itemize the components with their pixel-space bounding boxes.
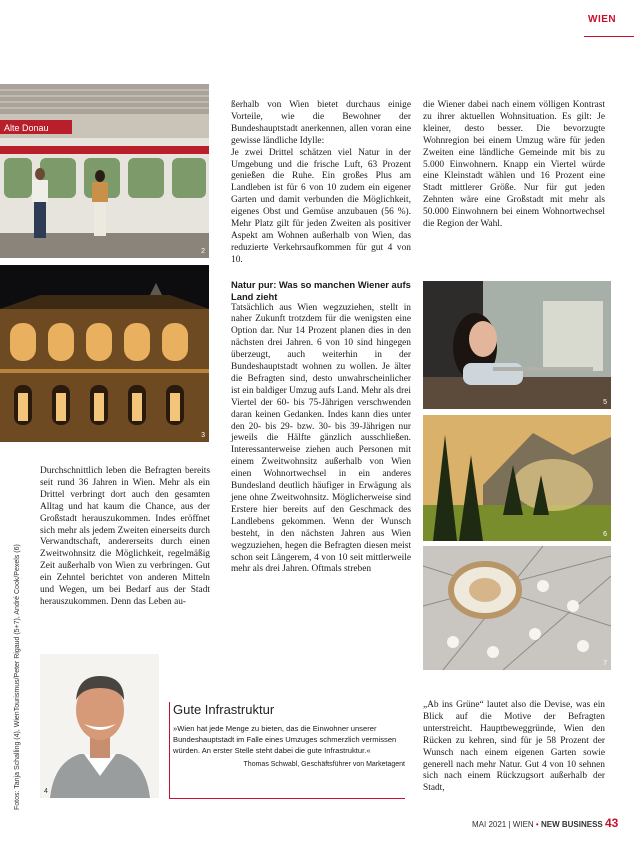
photo-number: 2 (201, 248, 205, 255)
section-tag: WIEN (588, 14, 617, 25)
footer-city: WIEN (512, 820, 534, 829)
text-column-3b (423, 700, 605, 795)
paragraph: Tatsächlich aus Wien wegzuziehen, stellt in naher Zukunft trotzdem für die wenigsten eine Option dar. Nur 14 Prozent planen dies in den nächsten drei Jahren. 6 von 10 sind hingegen überzeugt, auch weiterhin in der Bundeshauptstadt wohnen zu wollen. Je älter die Befragten sind, desto unwahrscheinlicher ist ein baldiger Umzug aufs Land. Mehr als drei Viertel der 60- bis 75-Jährigen verschwenden daran keinen Gedanken. Indes kann dies unter den 20- bis 29- bzw. 30- bis 39-Jährigen nur jeweils die Hälfte gänzlich ausschließen. Interessanterweise ziehen auch Personen mit einem Zweitwohnsitz außerhalb von Wien einen Wohnortwechsel in ein anderes Bundesland deutlich häufiger in Erwägung als jene ohne Zweitwohnsitz. Möglicherweise sind Erstere hier bereits auf den Geschmack des Landlebens gekommen. Wenn der Wunsch besteht, in den nächsten Jahren aus Wien wegzuziehen, hegen die Befragten diesen meist schon seit Längerem, 4 von 10 seit mittlerweile mehr als drei Jahren. Oftmals streben (231, 302, 411, 575)
info-box (169, 702, 405, 799)
footer-issue: MAI 2021 (472, 820, 507, 829)
photo-number: 7 (603, 660, 607, 667)
paragraph: die Wiener dabei nach einem völligen Kontrast zu ihrer aktuellen Wohnsituation. Es gilt: Je kleiner, desto besser. Die bevorzugte Wohnregion bei einem Umzug wäre für jeden Zweiten eine ländliche Gemeinde mit bis zu 5.000 Einwohnern. Knapp ein Viertel würde eine Kleinstadt wählen und 16 Prozent eine Stadt mittlerer Größe. Nur für gut jeden Zehnten wäre eine Großstadt mit mehr als 50.000 Einwohnern bei einem Wohnortwechsel die Region der Wahl. (423, 100, 605, 230)
photo-opera (0, 265, 209, 442)
text-column-3 (423, 100, 605, 231)
subheading: Natur pur: Was so manchen Wiener aufs Land zieht (231, 278, 411, 302)
section-rule (584, 36, 634, 37)
photo-tram-window (423, 281, 611, 409)
footer-dot: • (535, 820, 539, 829)
info-box-title: Gute Infrastruktur (173, 702, 275, 717)
footer-magazine: NEW BUSINESS (540, 820, 603, 829)
photo-landscape (423, 415, 611, 541)
photo-aerial-cafe (423, 546, 611, 670)
page-number: 43 (605, 816, 619, 830)
info-box-author: Thomas Schwabl, Geschäftsführer von Marketagent (243, 761, 405, 768)
page-footer (472, 816, 618, 830)
paragraph: „Ab ins Grüne“ lautet also die Devise, was ein Blick auf die Motive der Befragten unterstreicht. Hauptbeweggründe, Wien den Rücken zu kehren, sind für je 58 Prozent der Wunsch nach einem eigenen Garten sowie generell nach mehr Natur. Gut 4 von 10 sehnen sich nach einem Rückzugsort außerhalb der Stadt, (423, 700, 605, 794)
text-column-1 (40, 466, 210, 609)
paragraph: Durchschnittlich leben die Befragten bereits seit rund 36 Jahren in Wien. Mehr als ein Drittel verbringt dort auch den gesamten Alltag und hat kaum die Chance, aus der Großstadt herauszukommen. Indes eröffnet sich mehr als jedem Zweiten einerseits durch Verwandtschaft, andererseits durch einen Zweitwohnsitz die Möglichkeit, regelmäßig Zeit außerhalb von Wien zu verbringen. Gut ein Zehntel berichtet von anderen Mitteln und Wegen, um bei Bedarf aus der Stadt herauszukommen. Denn das Leben au- (40, 466, 210, 607)
photo-portrait (40, 654, 159, 798)
info-box-quote: »Wien hat jede Menge zu bieten, das die Einwohner unserer Bundeshauptstadt im Falle eines Umzuges schmerzlich vermissen würden. An erster Stelle steht dabei die gute Infrastruktur.« (173, 724, 397, 755)
station-sign: Alte Donau (4, 123, 49, 133)
photo-number: 4 (44, 788, 48, 795)
paragraph: Je zwei Drittel schätzen viel Natur in der Umgebung und die frische Luft, 63 Prozent genießen die Ruhe. Ein großes Plus am Landleben ist für 6 von 10 zudem ein eigener Garten und damit verbunden die Möglichkeit, eigenes Obst und Gemüse anzubauen (56 %). Mehr Platz gilt für jeden Zweiten als positiver Aspekt am Wohnen außerhalb von Wien, das reduzierte Verkehrsaufkommen für gut 4 von 10. (231, 147, 411, 265)
photo-number: 6 (603, 531, 607, 538)
photo-number: 5 (603, 399, 607, 406)
photo-number: 3 (201, 432, 205, 439)
photo-metro (0, 84, 209, 258)
photo-credit: Fotos: Tanja Schalling (4), WienTourismus/Peter Rigaud (5+7), André Cook/Pexels (6) (14, 544, 21, 810)
text-column-2 (231, 100, 411, 576)
footer-separator: | (508, 820, 511, 829)
paragraph: ßerhalb von Wien bietet durchaus einige Vorteile, wie die Bewohner der Bundeshauptstadt anerkennen, allen voran eine gewisse ländliche Idylle: (231, 100, 411, 146)
